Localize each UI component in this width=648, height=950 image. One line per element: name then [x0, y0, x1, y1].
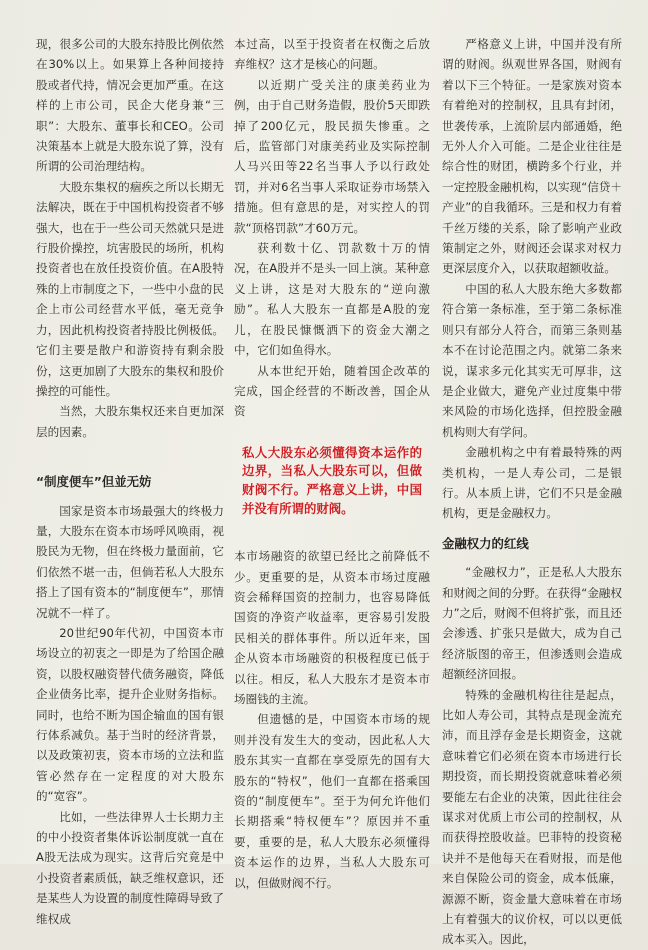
paragraph: 获利数十亿、罚款数十万的情况，在A股并不是头一回上演。某种意义上讲，这是对大股东的“逆向激励”。私人大股东一直都是A股的宠儿，在股民慷慨洒下的资金大潮之中，它们如鱼得水。 [234, 241, 430, 358]
paragraph: 金融机构之中有着最特殊的两类机构，一是人寿公司，二是银行。从本质上讲，它们不只是金融机构，更是金融权力。 [442, 445, 622, 521]
paragraph: 本过高，以至于投资者在权衡之后放弃维权？这才是核心的问题。 [234, 37, 430, 72]
column-left [36, 34, 224, 929]
column-middle [234, 34, 430, 893]
paragraph: 特殊的金融机构往往是起点，比如人寿公司，其特点是现金流充沛，而且浮存金是长期资金，这就意味着它们必须在资本市场进行长期投资，而长期投资就意味着必须要能左右企业的决策，因此往往会谋求对优质上市公司的控制权，从而获得控股收益。巴菲特的投资秘诀并不是他每天在看财报，而是他来自保险公司的资金，成本低廉，源源不断，资金量大意味着在市场上有着强大的议价权，可以以更低成本买入。因此， [442, 687, 622, 947]
paragraph: 中国的私人大股东绝大多数都符合第一条标准，至于第二条标准则只有部分人符合，而第三条则基本不在讨论范围之内。就第二条来说，谋求多元化其实无可厚非，这是企业做大，避免产业过度集中带来风险的市场化选择，但控股金融机构则大有学问。 [442, 281, 622, 439]
pull-quote: 私人大股东必须懂得资本运作的边界，当私人大股东可以，但做财阀不行。严格意义上讲，中国并没有所谓的财阀。 [242, 444, 422, 516]
paragraph: 从本世纪开始，随着国企改革的完成，国企经营的不断改善，国企从资 [234, 363, 430, 419]
section-heading [36, 472, 224, 492]
paragraph: 本市场融资的欲望已经比之前降低不少。更重要的是，从资本市场过度融资会稀释国资的控制力，也容易降低国资的净资产收益率，更容易引发股民相关的群体事件。所以近年来，国企从资本市场融资的积极程度已低于以往。相反，私人大股东才是资本市场圈钱的主流。 [234, 549, 430, 706]
column-right [442, 34, 622, 950]
paragraph: 但遗憾的是，中国资本市场的规则并没有发生大的变动，因此私人大股东其实一直都在享受原先的国有大股东的“特权”，他们一直都在搭乘国资的“制度便车”。至于为何允许他们长期搭乘“特权便车”？原因并不重要，重要的是，私人大股东必须懂得资本运作的边界，当私人大股东可以，但做财阀不行。 [234, 712, 430, 890]
paragraph: 当然，大股东集权还来自更加深层的因素。 [36, 404, 224, 439]
paragraph: “金融权力”，正是私人大股东和财阀之间的分野。在获得“金融权力”之后，财阀不但将扩张，而且还会渗透、扩张只是做大，成为自己经济版图的帝王，但渗透则会造成超额经济回报。 [442, 565, 622, 682]
spacer [36, 442, 224, 462]
paragraph: 比如，一些法律界人士长期力主的中小投资者集体诉讼制度就一直在A股无法成为现实。这背后究竟是中小投资者素质低，缺乏维权意识，还是某些人为设置的制度性障碍导致了维权成 [36, 809, 224, 926]
section-heading-rest: 但並无妨 [101, 474, 152, 490]
paragraph: 严格意义上讲，中国并没有所谓的财阀。纵观世界各国，财阀有着以下三个特征。一是家族对资本有着绝对的控制权，且具有封闭，世袭传承，上流阶层内部通婚，绝无外人介入可能。二是企业往往是综合性的财团，横跨多个行业，并一定控股金融机构，以实现“信贷＋产业”的自我循环。三是和权力有着千丝万缕的关系，除了影响产业政策制定之外，财阀还会谋求对权力更深层度介入，以获取超额收益。 [442, 37, 622, 276]
section-heading: 金融权力的红线 [442, 535, 529, 551]
paragraph: 现，很多公司的大股东持股比例依然在30%以上。如果算上各种间接持股或者代持，情况会更加严重。在这样的上市公司，民企大佬身兼“三职”：大股东、董事长和CEO。公司决策基本上就是大股东说了算，没有所谓的公司治理结构。 [36, 37, 224, 174]
paragraph: 大股东集权的痼疾之所以长期无法解决，既在于中国机构投资者不够强大，也在于一些公司天然就只是进行股价操控，坑害股民的场所，机构投资者也在放任投资价值。在A股特殊的上市制度之下，一些中小盘的民企上市公司经营水平低，毫无竞争力，因此机构投资者持股比例极低。它们主要是散户和游资持有剩余股份，这更加剧了大股东的集权和股价操控的可能性。 [36, 179, 224, 398]
paragraph: 以近期广受关注的康美药业为例，由于自己财务造假，股价5天即跌掉了200亿元，股民损失惨重。之后，监管部门对康美药业及实际控制人马兴田等22名当事人予以行政处罚，并对6名当事人采取证券市场禁入措施。但有意思的是，对实控人的罚款“顶格罚款”才60万元。 [234, 77, 430, 235]
section-heading-quoted: “制度便车” [36, 474, 102, 490]
paragraph: 20世纪90年代初，中国资本市场设立的初衷之一即是为了给国企融资，以股权融资替代债务融资，降低企业债务比率，提升企业财务指标。同时，也给不断为国企输血的国有银行体系减负。基于当时的经济背景，以及政策初衷，资本市场的立法和监管必然存在一定程度的对大股东的“宽容”。 [36, 625, 224, 804]
paragraph: 国家是资本市场最强大的终极力量，大股东在资本市场呼风唤雨，视股民为无物，但在终极力量面前，它们依然不堪一击，但倘若私人大股东搭上了国有资本的“制度便车”，那情况就不一样了。 [36, 503, 224, 620]
